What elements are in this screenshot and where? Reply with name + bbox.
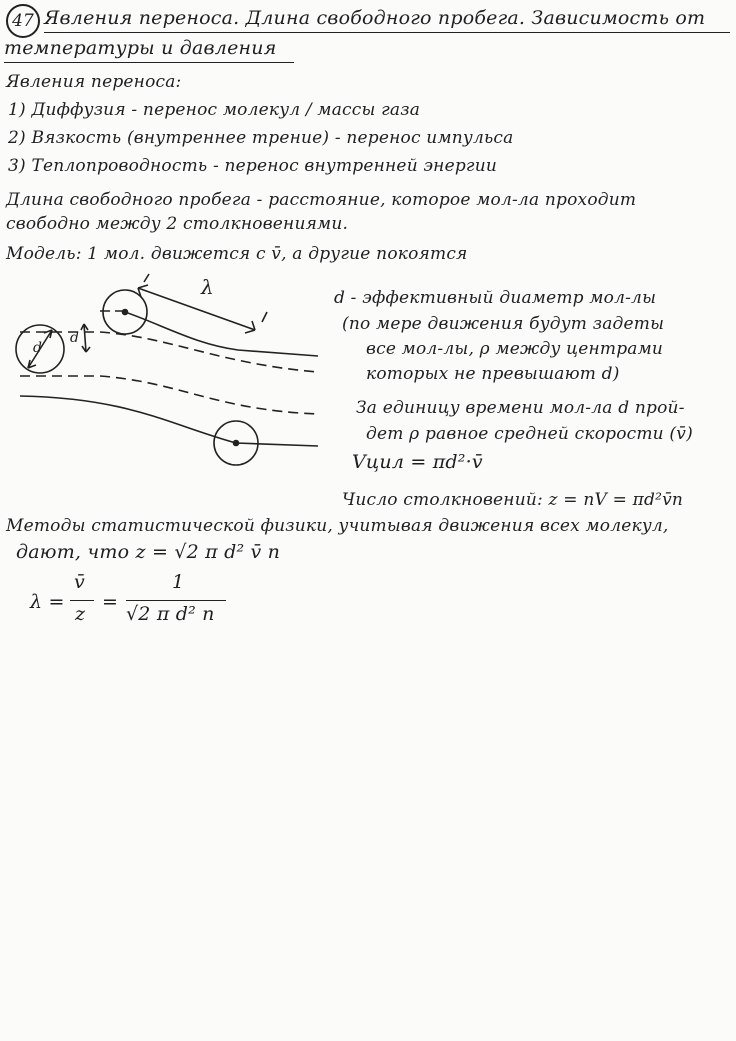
note-line-3: все мол-лы, ρ между центрами — [366, 339, 664, 359]
definition-line-1: Длина свободного пробега - расстояние, которое мол-ла проходит — [6, 190, 637, 210]
statistical-line-1: Методы статистической физики, учитывая движения всех молекул, — [6, 516, 669, 536]
formula-numerator-one: 1 — [172, 571, 185, 593]
formula-equals: = — [102, 591, 119, 613]
note-line-1: d - эффективный диаметр мол-лы — [334, 288, 657, 308]
unit-time-line-2: дет ρ равное средней скорости (v̄) — [366, 424, 693, 444]
fraction-bar-2 — [126, 600, 226, 601]
formula-denominator: √2 π d² n — [126, 603, 215, 625]
diameter-small-label: d — [70, 330, 79, 346]
lambda-label: λ — [201, 275, 214, 299]
title-line-1: Явления переноса. Длина свободного пробега. Зависимость от — [44, 7, 706, 29]
transport-heading: Явления переноса: — [6, 72, 182, 92]
transport-item-conductivity: 3) Теплопроводность - перенос внутренней энергии — [8, 156, 497, 176]
note-line-2: (по мере движения будут задеты — [342, 314, 665, 334]
diameter-label: d — [33, 340, 42, 356]
collisions-formula: Число столкновений: z = nV = πd²v̄n — [342, 490, 684, 510]
title-line-2: температуры и давления — [4, 37, 277, 59]
formula-denominator-z: z — [75, 603, 86, 625]
model-line: Модель: 1 мол. движется с v̄, а другие покоятся — [6, 244, 468, 264]
transport-item-diffusion: 1) Диффузия - перенос молекул / массы газа — [8, 100, 421, 120]
fraction-bar-1 — [70, 600, 94, 601]
cylinder-volume-formula: Vцил = πd²·v̄ — [352, 451, 483, 473]
formula-lhs: λ = — [30, 591, 65, 613]
statistical-line-2: дают, что z = √2 π d² v̄ n — [16, 541, 281, 563]
definition-line-2: свободно между 2 столкновениями. — [6, 214, 349, 234]
unit-time-line-1: За единицу времени мол-ла d прой- — [356, 398, 685, 418]
note-line-4: которых не превышают d) — [366, 364, 620, 384]
formula-numerator-v: v̄ — [74, 571, 85, 593]
ticket-number: 47 — [6, 4, 40, 38]
transport-item-viscosity: 2) Вязкость (внутреннее трение) - перенос импульса — [8, 128, 514, 148]
